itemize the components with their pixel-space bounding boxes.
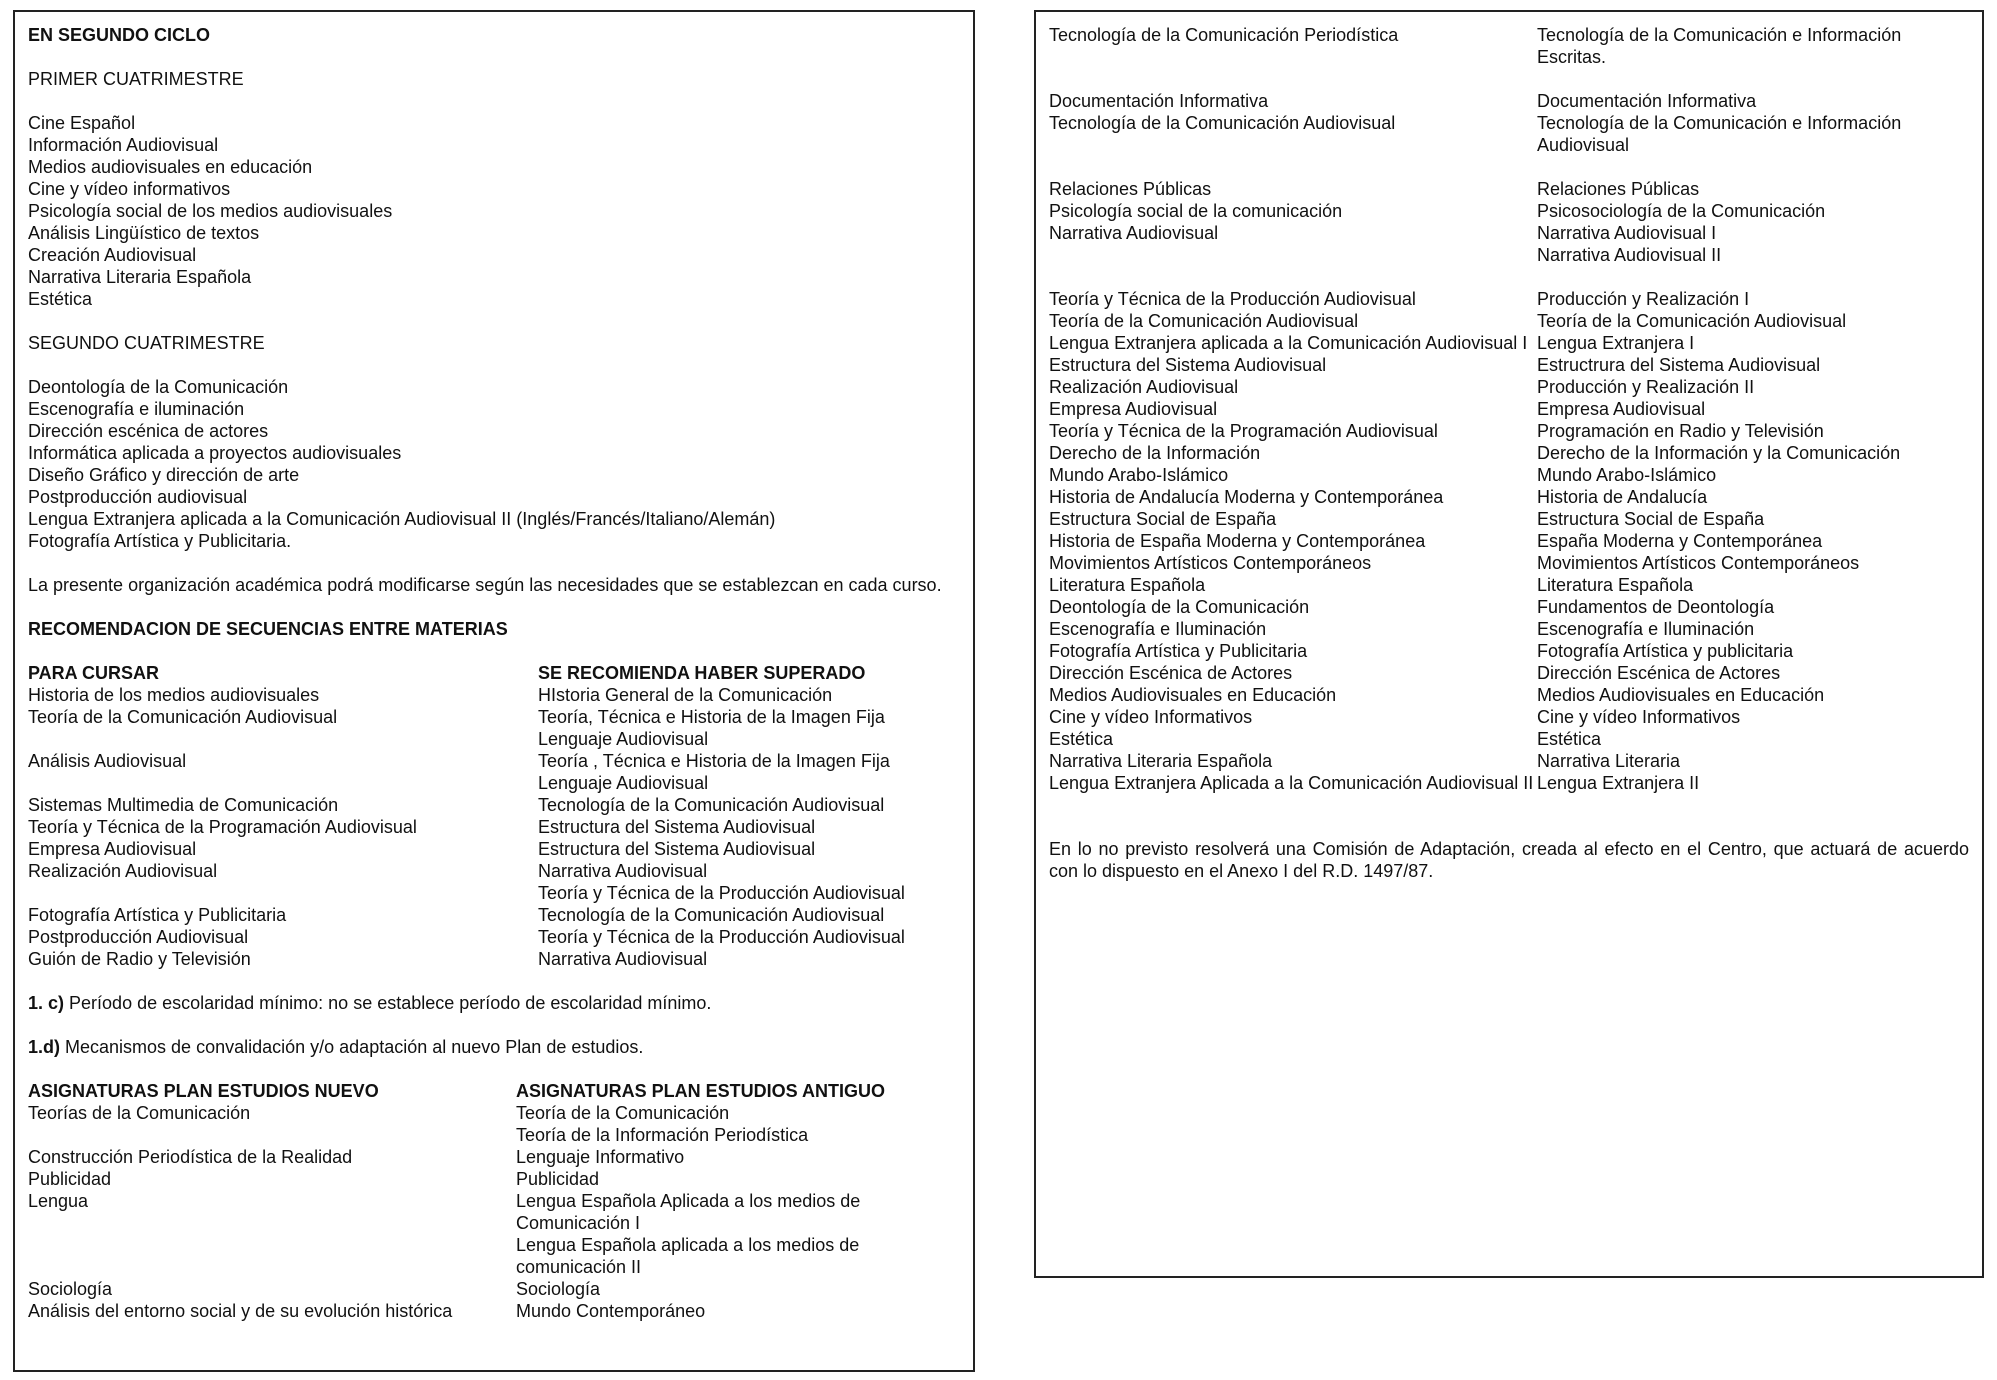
table-row [1049, 464, 1969, 486]
old-subject-line: Literatura Española [1537, 575, 1694, 595]
subject-cell: Guión de Radio y Televisión [28, 949, 251, 969]
new-subject-cell: Medios Audiovisuales en Educación [1049, 685, 1337, 705]
old-subject-cell [1537, 684, 1969, 706]
table-row [1049, 90, 1969, 112]
old-subject-cell [1537, 112, 1969, 156]
table-row [1049, 332, 1969, 354]
new-subject-cell: Estructura Social de España [1049, 509, 1277, 529]
item-1c [28, 992, 960, 1014]
old-subject-cell [1537, 420, 1969, 442]
equivalent-line: Tecnología de la Comunicación Audiovisual [538, 905, 885, 925]
subject-cell: Teoría y Técnica de la Programación Audiovisual [28, 817, 417, 837]
old-subject-line: Producción y Realización II [1537, 377, 1755, 397]
recomendacion-table [28, 684, 960, 970]
equivalent-cell [516, 1146, 960, 1168]
equivalent-line: Lengua Española Aplicada a los medios de Comunicación I [516, 1191, 861, 1233]
right-panel-content [1049, 24, 1969, 882]
old-subject-line: Estética [1537, 729, 1602, 749]
old-subject-line: Tecnología de la Comunicación e Información Audiovisual [1537, 113, 1902, 155]
primer-cuatrimestre-title: PRIMER CUATRIMESTRE [28, 69, 244, 89]
equivalent-cell [538, 794, 960, 816]
table-row [28, 816, 960, 838]
equivalent-line: Narrativa Audiovisual [538, 949, 708, 969]
table-row [28, 838, 960, 860]
equivalent-cell [516, 1168, 960, 1190]
course-item: Psicología social de los medios audiovisuales [28, 201, 393, 221]
equivalent-cell [538, 860, 960, 904]
subject-cell: Sistemas Multimedia de Comunicación [28, 795, 339, 815]
course-item: Cine Español [28, 113, 136, 133]
subject-cell: Teoría de la Comunicación Audiovisual [28, 707, 338, 727]
course-item: Deontología de la Comunicación [28, 377, 289, 397]
old-subject-cell [1537, 464, 1969, 486]
recomendacion-header-row [28, 662, 960, 684]
equivalent-line: Lenguaje Audiovisual [538, 729, 709, 749]
table-row [28, 1190, 960, 1278]
equivalencias-header-row [28, 1080, 960, 1102]
equivalent-cell [516, 1278, 960, 1300]
old-subject-cell [1537, 222, 1969, 266]
new-subject-cell: Teoría de la Comunicación Audiovisual [1049, 311, 1359, 331]
old-subject-cell [1537, 640, 1969, 662]
course-item: Medios audiovisuales en educación [28, 157, 313, 177]
old-subject-cell [1537, 706, 1969, 728]
old-subject-line: Historia de Andalucía [1537, 487, 1708, 507]
organizacion-note: La presente organización académica podrá modificarse según las necesidades que se establezcan en cada curso. [28, 575, 942, 595]
course-item: Fotografía Artística y Publicitaria. [28, 531, 292, 551]
old-subject-cell [1537, 178, 1969, 200]
old-subject-line: Relaciones Públicas [1537, 179, 1700, 199]
new-subject-cell: Tecnología de la Comunicación Periodística [1049, 25, 1399, 45]
equivalent-line: Publicidad [516, 1169, 600, 1189]
table-row [28, 904, 960, 926]
old-subject-line: Psicosociología de la Comunicación [1537, 201, 1826, 221]
table-row [1049, 772, 1969, 794]
equivalent-line: Estructura del Sistema Audiovisual [538, 839, 816, 859]
table-row [28, 1300, 960, 1322]
new-subject-cell: Estética [1049, 729, 1114, 749]
equivalent-cell [516, 1102, 960, 1146]
item-1d [28, 1036, 960, 1058]
table-row [28, 684, 960, 706]
table-row [28, 1168, 960, 1190]
spacer [1049, 156, 1969, 178]
course-item: Escenografía e iluminación [28, 399, 245, 419]
item-1d-label: 1.d) [28, 1037, 61, 1057]
new-subject-cell: Documentación Informativa [1049, 91, 1269, 111]
table-row [1049, 178, 1969, 200]
old-subject-cell [1537, 200, 1969, 222]
old-subject-line: Narrativa Audiovisual I [1537, 223, 1717, 243]
spacer [1049, 266, 1969, 288]
new-subject-cell: Derecho de la Información [1049, 443, 1261, 463]
segundo-cuatrimestre-list [28, 376, 960, 552]
item-1d-text: Mecanismos de convalidación y/o adaptación al nuevo Plan de estudios. [60, 1037, 644, 1057]
old-subject-line: España Moderna y Contemporánea [1537, 531, 1823, 551]
equivalent-line: Narrativa Audiovisual [538, 861, 708, 881]
new-subject-cell: Realización Audiovisual [1049, 377, 1239, 397]
table-row [1049, 112, 1969, 156]
new-subject-cell: Psicología social de la comunicación [1049, 201, 1343, 221]
table-row [1049, 684, 1969, 706]
equivalent-cell [538, 750, 960, 794]
table-row [28, 926, 960, 948]
old-subject-cell [1537, 376, 1969, 398]
old-subject-cell [1537, 618, 1969, 640]
equivalent-cell [516, 1300, 960, 1322]
new-subject-cell: Mundo Arabo-Islámico [1049, 465, 1229, 485]
old-subject-cell [1537, 354, 1969, 376]
subject-cell: Análisis del entorno social y de su evolución histórica [28, 1301, 453, 1321]
new-subject-cell: Fotografía Artística y Publicitaria [1049, 641, 1308, 661]
primer-cuatrimestre-list [28, 112, 960, 310]
old-subject-line: Cine y vídeo Informativos [1537, 707, 1741, 727]
old-subject-line: Producción y Realización I [1537, 289, 1750, 309]
equivalent-line: Lenguaje Audiovisual [538, 773, 709, 793]
subject-cell: Empresa Audiovisual [28, 839, 197, 859]
old-subject-cell [1537, 90, 1969, 112]
se-recomienda-header: SE RECOMIENDA HABER SUPERADO [538, 663, 866, 683]
new-subject-cell: Escenografía e Iluminación [1049, 619, 1267, 639]
para-cursar-header: PARA CURSAR [28, 663, 160, 683]
old-subject-cell [1537, 288, 1969, 310]
new-subject-cell: Teoría y Técnica de la Producción Audiovisual [1049, 289, 1416, 309]
old-subject-line: Movimientos Artísticos Contemporáneos [1537, 553, 1860, 573]
old-subject-line: Lengua Extranjera II [1537, 773, 1700, 793]
old-subject-cell [1537, 596, 1969, 618]
old-subject-cell [1537, 398, 1969, 420]
course-item: Estética [28, 289, 93, 309]
course-item: Creación Audiovisual [28, 245, 197, 265]
table-row [1049, 442, 1969, 464]
new-subject-cell: Teoría y Técnica de la Programación Audiovisual [1049, 421, 1438, 441]
subject-cell: Fotografía Artística y Publicitaria [28, 905, 287, 925]
table-row [1049, 200, 1969, 222]
course-item: Diseño Gráfico y dirección de arte [28, 465, 300, 485]
table-row [1049, 530, 1969, 552]
equivalent-line: Teoría, Técnica e Historia de la Imagen Fija [538, 707, 885, 727]
old-subject-cell [1537, 552, 1969, 574]
table-row [28, 750, 960, 794]
table-row [1049, 706, 1969, 728]
old-subject-line: Dirección Escénica de Actores [1537, 663, 1781, 683]
new-subject-cell: Cine y vídeo Informativos [1049, 707, 1253, 727]
old-subject-cell [1537, 772, 1969, 794]
subject-cell: Análisis Audiovisual [28, 751, 187, 771]
new-subject-cell: Literatura Española [1049, 575, 1206, 595]
old-subject-cell [1537, 486, 1969, 508]
old-subject-cell [1537, 508, 1969, 530]
table-row [28, 1278, 960, 1300]
new-subject-cell: Dirección Escénica de Actores [1049, 663, 1293, 683]
ciclo-heading: EN SEGUNDO CICLO [28, 25, 211, 45]
equivalent-line: HIstoria General de la Comunicación [538, 685, 833, 705]
table-row [1049, 640, 1969, 662]
subject-cell: Teorías de la Comunicación [28, 1103, 251, 1123]
table-row [1049, 618, 1969, 640]
equivalencias-table [28, 1102, 960, 1322]
new-subject-cell: Estructura del Sistema Audiovisual [1049, 355, 1327, 375]
subject-cell: Realización Audiovisual [28, 861, 218, 881]
table-row [28, 948, 960, 970]
old-subject-line: Estructrura del Sistema Audiovisual [1537, 355, 1821, 375]
table-row [1049, 354, 1969, 376]
table-row [1049, 288, 1969, 310]
course-item: Lengua Extranjera aplicada a la Comunicación Audiovisual II (Inglés/Francés/Italiano/Alemán) [28, 509, 776, 529]
old-subject-cell [1537, 442, 1969, 464]
old-subject-line: Narrativa Literaria [1537, 751, 1681, 771]
new-subject-cell: Empresa Audiovisual [1049, 399, 1218, 419]
equivalent-cell [538, 706, 960, 750]
old-subject-cell [1537, 662, 1969, 684]
equivalent-line: Teoría y Técnica de la Producción Audiovisual [538, 927, 905, 947]
new-subject-cell: Tecnología de la Comunicación Audiovisual [1049, 113, 1396, 133]
subject-cell: Construcción Periodística de la Realidad [28, 1147, 353, 1167]
item-1c-label: 1. c) [28, 993, 65, 1013]
course-item: Cine y vídeo informativos [28, 179, 231, 199]
table-row [1049, 728, 1969, 750]
plan-nuevo-header: ASIGNATURAS PLAN ESTUDIOS NUEVO [28, 1081, 379, 1101]
table-row [1049, 310, 1969, 332]
new-subject-cell: Lengua Extranjera Aplicada a la Comunicación Audiovisual II [1049, 773, 1534, 793]
subject-cell: Publicidad [28, 1169, 112, 1189]
equivalent-line: Teoría , Técnica e Historia de la Imagen Fija [538, 751, 890, 771]
equivalent-line: Lengua Española aplicada a los medios de comunicación II [516, 1235, 860, 1277]
equivalent-cell [538, 838, 960, 860]
old-subject-cell [1537, 332, 1969, 354]
old-subject-cell [1537, 750, 1969, 772]
table-row [28, 794, 960, 816]
table-row [1049, 596, 1969, 618]
old-subject-cell [1537, 574, 1969, 596]
course-item: Postproducción audiovisual [28, 487, 248, 507]
table-row [1049, 486, 1969, 508]
old-subject-line: Documentación Informativa [1537, 91, 1757, 111]
right-document-panel [1034, 10, 1984, 1278]
comision-note: En lo no previsto resolverá una Comisión de Adaptación, creada al efecto en el Centro, que actuará de acuerdo con lo dispuesto en el Anexo I del R.D. 1497/87. [1049, 839, 1969, 881]
equivalent-line: Teoría de la Información Periodística [516, 1125, 809, 1145]
old-subject-line: Narrativa Audiovisual II [1537, 245, 1722, 265]
old-subject-line: Empresa Audiovisual [1537, 399, 1706, 419]
equivalent-cell [538, 948, 960, 970]
old-subject-line: Teoría de la Comunicación Audiovisual [1537, 311, 1847, 331]
equivalent-line: Tecnología de la Comunicación Audiovisual [538, 795, 885, 815]
table-row [1049, 24, 1969, 68]
segundo-cuatrimestre-title: SEGUNDO CUATRIMESTRE [28, 333, 265, 353]
table-row [1049, 508, 1969, 530]
table-row [1049, 376, 1969, 398]
equivalent-cell [538, 926, 960, 948]
subject-cell: Postproducción Audiovisual [28, 927, 249, 947]
left-document-panel [13, 10, 975, 1372]
equivalent-line: Teoría de la Comunicación [516, 1103, 730, 1123]
equivalent-line: Estructura del Sistema Audiovisual [538, 817, 816, 837]
equivalencias-continued-table [1049, 24, 1969, 794]
old-subject-line: Programación en Radio y Televisión [1537, 421, 1824, 441]
old-subject-line: Fundamentos de Deontología [1537, 597, 1775, 617]
table-row [1049, 552, 1969, 574]
old-subject-cell [1537, 530, 1969, 552]
table-row [1049, 750, 1969, 772]
old-subject-line: Lengua Extranjera I [1537, 333, 1695, 353]
course-item: Información Audiovisual [28, 135, 219, 155]
course-item: Dirección escénica de actores [28, 421, 269, 441]
item-1c-text: Período de escolaridad mínimo: no se establece período de escolaridad mínimo. [64, 993, 712, 1013]
old-subject-line: Escenografía e Iluminación [1537, 619, 1755, 639]
table-row [1049, 398, 1969, 420]
subject-cell: Historia de los medios audiovisuales [28, 685, 320, 705]
table-row [28, 706, 960, 750]
table-row [1049, 574, 1969, 596]
equivalent-line: Sociología [516, 1279, 601, 1299]
equivalent-line: Teoría y Técnica de la Producción Audiovisual [538, 883, 905, 903]
old-subject-line: Fotografía Artística y publicitaria [1537, 641, 1794, 661]
table-row [28, 860, 960, 904]
old-subject-line: Tecnología de la Comunicación e Información Escritas. [1537, 25, 1902, 67]
subject-cell: Sociología [28, 1279, 113, 1299]
equivalent-cell [516, 1190, 960, 1278]
table-row [1049, 222, 1969, 266]
course-item: Informática aplicada a proyectos audiovisuales [28, 443, 402, 463]
equivalent-cell [538, 684, 960, 706]
equivalent-line: Lenguaje Informativo [516, 1147, 685, 1167]
course-item: Narrativa Literaria Española [28, 267, 252, 287]
equivalent-line: Mundo Contemporáneo [516, 1301, 706, 1321]
left-panel-content [28, 24, 960, 1322]
new-subject-cell: Movimientos Artísticos Contemporáneos [1049, 553, 1372, 573]
course-item: Análisis Lingüístico de textos [28, 223, 260, 243]
spacer [1049, 68, 1969, 90]
old-subject-cell [1537, 24, 1969, 68]
old-subject-line: Estructura Social de España [1537, 509, 1765, 529]
subject-cell: Lengua [28, 1191, 89, 1211]
recomendacion-heading: RECOMENDACION DE SECUENCIAS ENTRE MATERIAS [28, 619, 508, 639]
old-subject-cell [1537, 310, 1969, 332]
new-subject-cell: Lengua Extranjera aplicada a la Comunicación Audiovisual I [1049, 333, 1528, 353]
plan-antiguo-header: ASIGNATURAS PLAN ESTUDIOS ANTIGUO [516, 1081, 886, 1101]
new-subject-cell: Relaciones Públicas [1049, 179, 1212, 199]
table-row [1049, 420, 1969, 442]
equivalent-cell [538, 816, 960, 838]
table-row [28, 1102, 960, 1146]
new-subject-cell: Historia de Andalucía Moderna y Contemporánea [1049, 487, 1444, 507]
new-subject-cell: Historia de España Moderna y Contemporánea [1049, 531, 1426, 551]
old-subject-cell [1537, 728, 1969, 750]
old-subject-line: Medios Audiovisuales en Educación [1537, 685, 1825, 705]
old-subject-line: Mundo Arabo-Islámico [1537, 465, 1717, 485]
equivalent-cell [538, 904, 960, 926]
new-subject-cell: Narrativa Literaria Española [1049, 751, 1273, 771]
new-subject-cell: Deontología de la Comunicación [1049, 597, 1310, 617]
table-row [28, 1146, 960, 1168]
old-subject-line: Derecho de la Información y la Comunicación [1537, 443, 1901, 463]
table-row [1049, 662, 1969, 684]
new-subject-cell: Narrativa Audiovisual [1049, 223, 1219, 243]
